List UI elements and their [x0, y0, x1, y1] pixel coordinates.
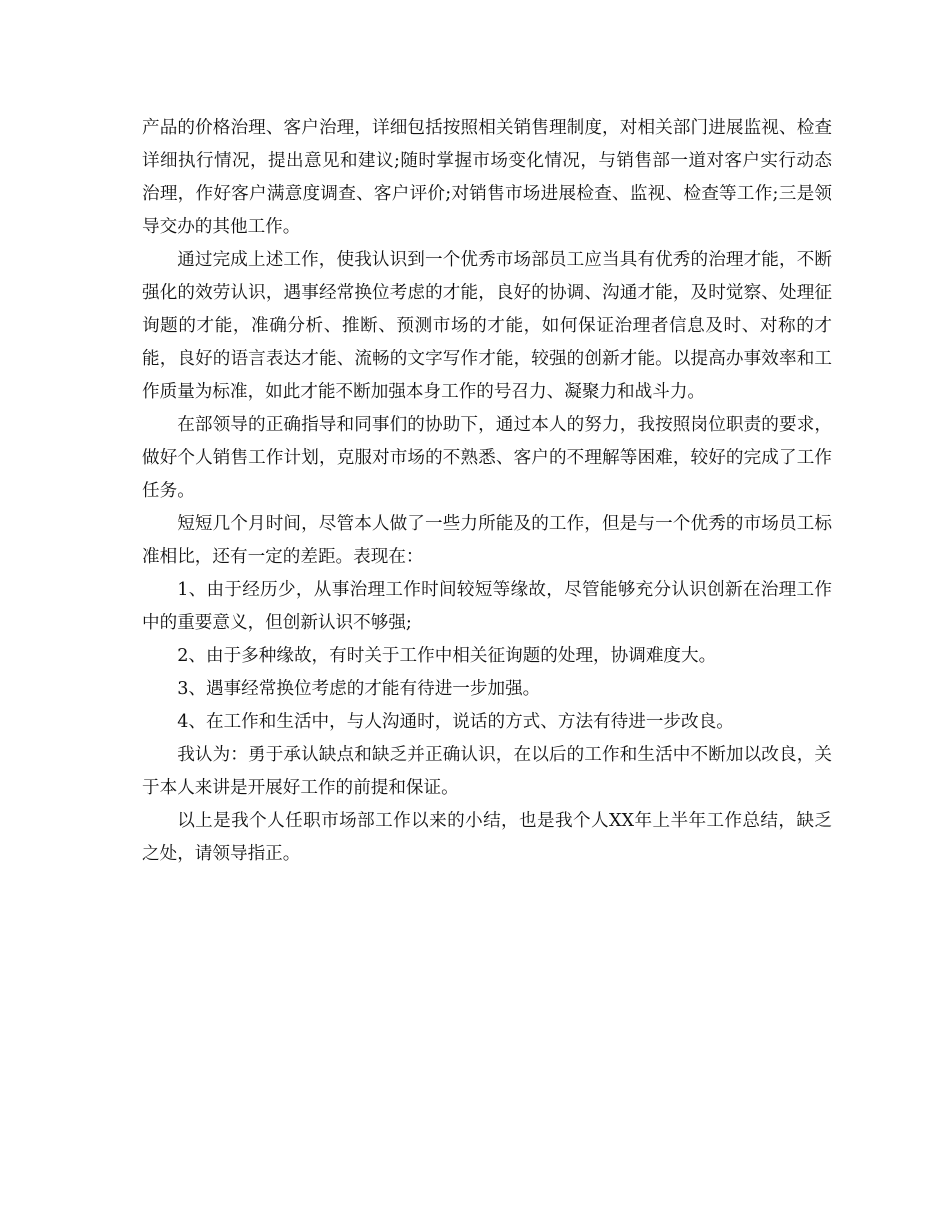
paragraph-achievement: 在部领导的正确指导和同事们的协助下，通过本人的努力，我按照岗位职责的要求，做好个人销售工作计划，克服对市场的不熟悉、客户的不理解等困难，较好的完成了工作任务。: [142, 415, 832, 501]
document-body: [142, 112, 832, 871]
paragraph-abilities: 通过完成上述工作，使我认识到一个优秀市场部员工应当具有优秀的治理才能，不断强化的效劳认识，遇事经常换位考虑的才能，良好的协调、沟通才能，及时觉察、处理征询题的才能，准确分析、推断、预测市场的才能，如何保证治理者信息及时、对称的才能，良好的语言表达才能、流畅的文字写作才能，较强的创新才能。以提高办事效率和工作质量为标准，如此才能不断加强本身工作的号召力、凝聚力和战斗力。: [142, 250, 832, 402]
list-item-1: 1、由于经历少，从事治理工作时间较短等缘故，尽管能够充分认识创新在治理工作中的重要意义，但创新认识不够强;: [142, 580, 832, 633]
list-item-4: 4、在工作和生活中，与人沟通时，说话的方式、方法有待进一步改良。: [177, 712, 734, 732]
list-item-3: 3、遇事经常换位考虑的才能有待进一步加强。: [177, 679, 541, 699]
paragraph-conclusion: 以上是我个人任职市场部工作以来的小结，也是我个人XX年上半年工作总结，缺乏之处，请领导指正。: [142, 811, 832, 864]
paragraph-reflection: 我认为：勇于承认缺点和缺乏并正确认识，在以后的工作和生活中不断加以改良，关于本人来讲是开展好工作的前提和保证。: [142, 745, 832, 798]
paragraph-responsibilities: 产品的价格治理、客户治理，详细包括按照相关销售理制度，对相关部门进展监视、检查详细执行情况，提出意见和建议;随时掌握市场变化情况，与销售部一道对客户实行动态治理，作好客户满意度调查、客户评价;对销售市场进展检查、监视、检查等工作;三是领导交办的其他工作。: [142, 118, 832, 237]
paragraph-shortcomings-intro: 短短几个月时间，尽管本人做了一些力所能及的工作，但是与一个优秀的市场员工标准相比，还有一定的差距。表现在：: [142, 514, 832, 567]
list-item-2: 2、由于多种缘故，有时关于工作中相关征询题的处理，协调难度大。: [177, 646, 717, 666]
